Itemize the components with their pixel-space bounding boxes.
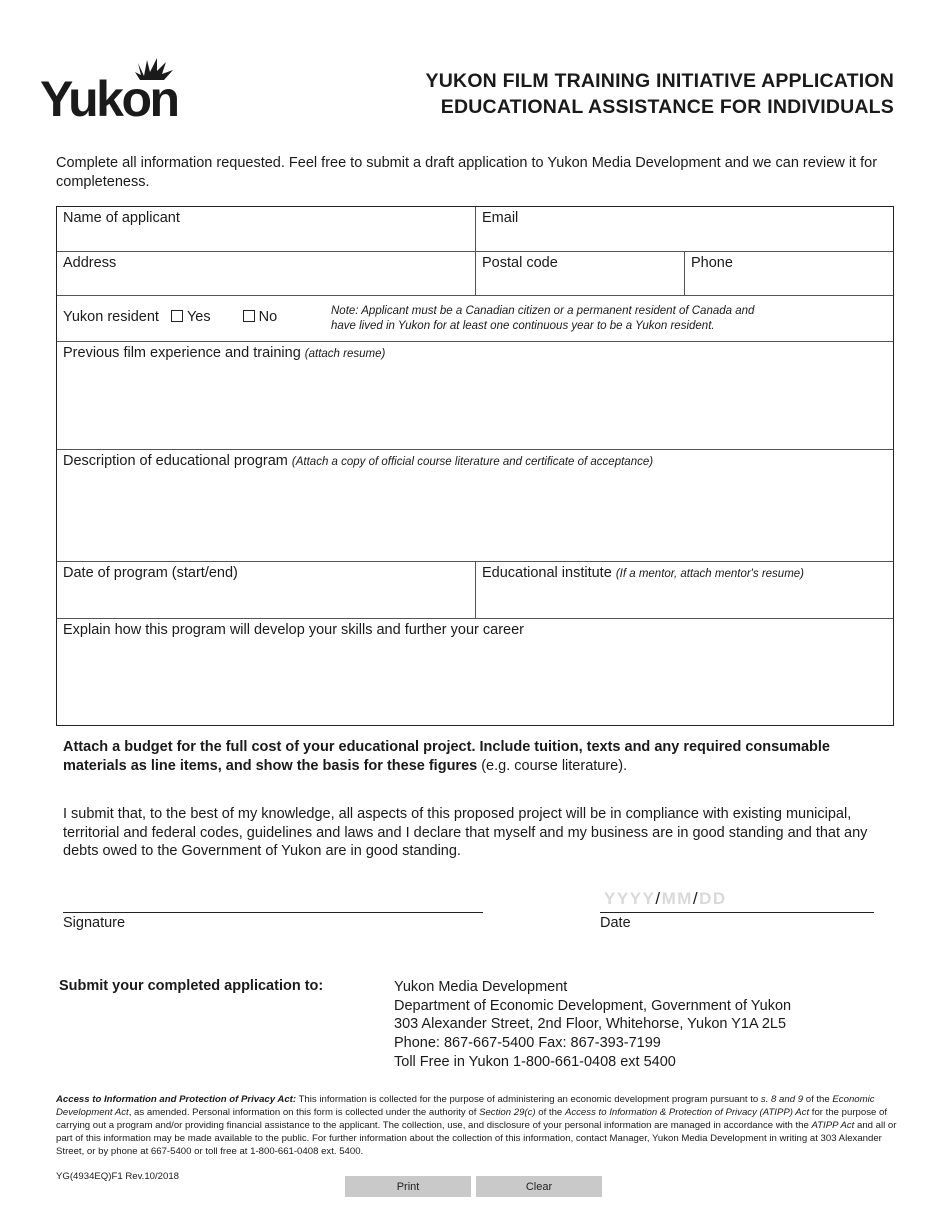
postal-label: Postal code (482, 255, 558, 271)
date-line (600, 912, 874, 913)
resident-note-line-2: have lived in Yukon for at least one continuous year to be a Yukon resident. (331, 320, 715, 332)
program-date-label: Date of program (start/end) (63, 565, 238, 581)
date-separator: / (692, 889, 700, 908)
description-hint: (Attach a copy of official course literature and certificate of acceptance) (291, 456, 654, 468)
email-cell (476, 207, 893, 252)
intro-text: Complete all information requested. Feel free to submit a draft application to Yukon Media Development and we can review it for completeness. (56, 155, 878, 190)
yukon-logo (40, 56, 200, 126)
phone-input[interactable] (689, 274, 889, 294)
signature-label: Signature (63, 915, 126, 931)
title-line-2: EDUCATIONAL ASSISTANCE FOR INDIVIDUALS (440, 96, 894, 118)
privacy-text: for the purpose of carrying out a program and/or providing financial assistance to the applicant. The collection, use, and disclosure of your personal information are managed in accordance with the (56, 1107, 888, 1131)
name-label: Name of applicant (63, 210, 180, 226)
declaration-text: I submit that, to the best of my knowledge, all aspects of this proposed project will be in compliance with existing municipal, territorial and federal codes, guidelines and laws and I declare that myself and my business are in good standing and that any debts owed to the Government of Yukon are in good standing. (63, 806, 868, 859)
description-cell (57, 450, 893, 562)
experience-cell (57, 342, 893, 450)
privacy-text: This information is collected for the purpose of administering an economic development program pursuant to (296, 1094, 761, 1105)
address-line-2: Department of Economic Development, Government of Yukon (394, 997, 792, 1014)
privacy-text: of the (535, 1107, 565, 1118)
resident-yes-checkbox[interactable] (171, 310, 183, 322)
resident-yes-label: Yes (186, 309, 211, 325)
institute-cell (476, 562, 893, 619)
institute-hint: (If a mentor, attach mentor's resume) (615, 568, 804, 580)
submit-address (394, 978, 791, 1072)
experience-label: Previous film experience and training (63, 345, 301, 361)
date-separator: / (655, 889, 662, 908)
resident-cell (57, 296, 893, 342)
privacy-text: and all or part of this information may be made available to the public. For further information about the collection of this information, contact Manager, Yukon Media Development in writing at 303 Alexander Street, or by phone at 667-5400 or toll free at 1-800-661-0408 ext. 5400. (56, 1120, 897, 1157)
print-button[interactable]: Print (345, 1176, 471, 1197)
privacy-ref: ATIPP Act (811, 1120, 855, 1131)
institute-label: Educational institute (482, 565, 612, 581)
resident-note-line-1: Note: Applicant must be a Canadian citizen or a permanent resident of Canada and (331, 305, 755, 317)
signature-input[interactable] (63, 888, 485, 912)
description-textarea[interactable] (61, 474, 889, 560)
date-label: Date (600, 915, 631, 931)
signature-line (63, 912, 483, 913)
privacy-text: , as amended. Personal information on this form is collected under the authority of (128, 1107, 480, 1118)
resident-no-label: No (258, 309, 278, 325)
form-code: YG(4934EQ)F1 Rev.10/2018 (56, 1171, 180, 1182)
budget-normal-text: (e.g. course literature). (477, 758, 628, 774)
date-mm-placeholder: MM (661, 889, 693, 908)
application-form (56, 206, 894, 726)
explain-cell (57, 619, 893, 724)
phone-cell (685, 252, 893, 296)
privacy-ref: Economic Development Act (56, 1094, 875, 1118)
address-cell (57, 252, 476, 296)
form-title (426, 68, 894, 120)
explain-textarea[interactable] (61, 643, 889, 723)
privacy-ref: Access to Information & Protection of Privacy (ATIPP) Act (564, 1107, 810, 1118)
clear-button[interactable]: Clear (476, 1176, 602, 1197)
program-date-input[interactable] (61, 588, 471, 612)
logo-wordmark: Yukon (40, 71, 178, 126)
budget-bold-text: Attach a budget for the full cost of your educational project. Include tuition, texts and any required consumable materials as line items, and show the basis for these figures (63, 739, 830, 774)
experience-textarea[interactable] (61, 366, 889, 448)
privacy-ref: s. 8 and 9 (760, 1094, 804, 1105)
experience-hint: (attach resume) (304, 348, 386, 360)
resident-note (331, 304, 754, 334)
privacy-ref: Section 29(c) (479, 1107, 536, 1118)
address-line-5: Toll Free in Yukon 1-800-661-0408 ext 5400 (394, 1053, 676, 1070)
address-line-4: Phone: 867-667-5400 Fax: 867-393-7199 (394, 1035, 661, 1052)
date-input[interactable] (604, 889, 727, 909)
institute-input[interactable] (480, 588, 889, 612)
postal-cell (476, 252, 685, 296)
budget-instructions (63, 738, 883, 776)
postal-input[interactable] (480, 274, 680, 294)
address-label: Address (63, 255, 117, 271)
submit-label: Submit your completed application to: (59, 978, 324, 994)
description-label: Description of educational program (63, 453, 288, 469)
privacy-notice (56, 1093, 898, 1158)
resident-group (63, 309, 277, 325)
name-cell (57, 207, 476, 252)
date-yyyy-placeholder: YYYY (604, 889, 656, 908)
resident-no-checkbox[interactable] (243, 310, 255, 322)
address-line-1: Yukon Media Development (394, 979, 568, 995)
email-input[interactable] (480, 229, 889, 249)
privacy-title: Access to Information and Protection of Privacy Act: (56, 1094, 297, 1105)
phone-label: Phone (691, 255, 733, 271)
explain-label: Explain how this program will develop your skills and further your career (63, 622, 524, 638)
resident-label: Yukon resident (63, 309, 159, 325)
address-input[interactable] (61, 274, 471, 294)
name-input[interactable] (61, 229, 471, 249)
privacy-text: of the (803, 1094, 833, 1105)
title-line-1: YUKON FILM TRAINING INITIATIVE APPLICATION (425, 70, 894, 92)
email-label: Email (482, 210, 519, 226)
date-dd-placeholder: DD (699, 889, 727, 908)
address-line-3: 303 Alexander Street, 2nd Floor, Whitehorse, Yukon Y1A 2L5 (394, 1016, 787, 1033)
date-cell (57, 562, 476, 619)
